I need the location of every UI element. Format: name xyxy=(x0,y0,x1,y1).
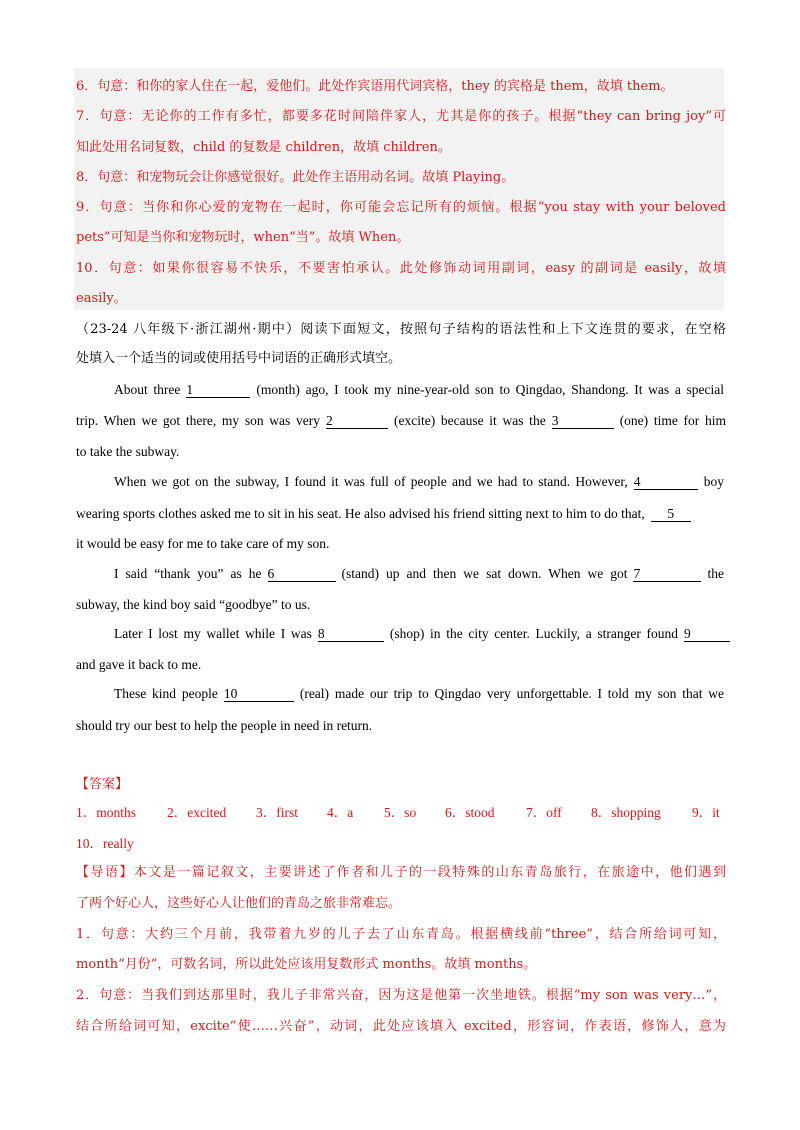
passage-line: wearing sports clothes asked me to sit in his seat. He also advised his friend sitting next to him to do that, 5 xyxy=(76,505,726,523)
question-instruction: （23-24 八年级下·浙江湖州·期中）阅读下面短文，按照句子结构的语法性和上下文连贯的要求，在空格 xyxy=(76,322,726,337)
passage-line: When we got on the subway, I found it was full of people and we had to stand. However, 4 boy xyxy=(114,474,724,489)
answer-item: 6．stood xyxy=(445,805,495,820)
question-instruction: 处填入一个适当的词或使用括号中词语的正确形式填空。 xyxy=(76,351,402,366)
blank-8[interactable]: 8 xyxy=(318,626,384,642)
answer-item: 3．first xyxy=(256,805,298,820)
passage-line: I said “thank you” as he 6 (stand) up and then we sat down. When we got 7 the xyxy=(114,566,724,581)
answer-heading: 【答案】 xyxy=(76,777,129,792)
explanation-line: 10．句意：如果你很容易不快乐，不要害怕承认。此处修饰动词用副词，easy 的副词是 easily，故填 xyxy=(76,261,726,276)
answer-list xyxy=(76,804,726,824)
passage-line: Later I lost my wallet while I was 8 (shop) in the city center. Luckily, a stranger found 9 xyxy=(114,625,736,643)
explanation-line: 7．句意：无论你的工作有多忙，都要多花时间陪伴家人，尤其是你的孩子。根据“they can bring joy”可 xyxy=(76,109,726,124)
blank-7[interactable]: 7 xyxy=(633,566,701,582)
blank-2[interactable]: 2 xyxy=(326,413,388,429)
explanation-line: 9．句意：当你和你心爱的宠物在一起时，你可能会忘记所有的烦恼。根据“you stay with your beloved xyxy=(76,200,726,215)
explanation-line: 结合所给词可知，excite“使……兴奋”，动词，此处应该填入 excited，形容词，作表语，修饰人，意为 xyxy=(76,1019,726,1034)
blank-10[interactable]: 10 xyxy=(224,686,294,702)
answer-item: 5．so xyxy=(384,805,417,820)
blank-3[interactable]: 3 xyxy=(552,413,614,429)
passage-line: These kind people 10 (real) made our trip to Qingdao very unforgettable. I told my son that we xyxy=(114,686,724,701)
blank-1[interactable]: 1 xyxy=(186,382,250,398)
explanation-line: pets”可知是当你和宠物玩时，when“当”。故填 When。 xyxy=(76,230,410,245)
answer-item: 9．it xyxy=(692,805,720,820)
explanation-line: 8．句意：和宠物玩会让你感觉很好。此处作主语用动名词。故填 Playing。 xyxy=(76,170,515,185)
blank-5[interactable]: 5 xyxy=(651,506,691,522)
passage-line: it would be easy for me to take care of my son. xyxy=(76,536,330,551)
passage-line: should try our best to help the people in need in return. xyxy=(76,718,373,733)
passage-line: subway, the kind boy said “goodbye” to us. xyxy=(76,597,311,612)
passage-line: About three 1 (month) ago, I took my nine-year-old son to Qingdao, Shandong. It was a special xyxy=(114,382,725,397)
passage-line: and gave it back to me. xyxy=(76,657,202,672)
passage-line: trip. When we got there, my son was very 2 (excite) because it was the 3 (one) time for him xyxy=(76,413,726,428)
answer-item: 1．months xyxy=(76,805,137,820)
blank-6[interactable]: 6 xyxy=(268,566,336,582)
guide-text: 了两个好心人，这些好心人让他们的青岛之旅非常难忘。 xyxy=(76,896,402,911)
explanation-line: easily。 xyxy=(76,291,127,306)
blank-9[interactable]: 9 xyxy=(684,626,730,642)
explanation-line: month“月份”，可数名词，所以此处应该用复数形式 months。故填 months。 xyxy=(76,957,537,972)
passage-line: to take the subway. xyxy=(76,444,180,459)
blank-4[interactable]: 4 xyxy=(634,474,698,490)
answer-list xyxy=(76,835,726,855)
guide-text: 【导语】本文是一篇记叙文，主要讲述了作者和儿子的一段特殊的山东青岛旅行，在旅途中，他们遇到 xyxy=(76,865,726,880)
explanation-line: 1．句意：大约三个月前，我带着九岁的儿子去了山东青岛。根据横线前“three”，结合所给词可知， xyxy=(76,927,726,942)
answer-item: 7．off xyxy=(526,805,562,820)
answer-item: 4．a xyxy=(327,805,354,820)
answer-item: 10．really xyxy=(76,836,134,851)
explanation-line: 6．句意：和你的家人住在一起，爱他们。此处作宾语用代词宾格，they 的宾格是 them，故填 them。 xyxy=(76,79,674,94)
explanation-line: 2．句意：当我们到达那里时，我儿子非常兴奋，因为这是他第一次坐地铁。根据“my son was very…”， xyxy=(76,988,726,1003)
answer-item: 2．excited xyxy=(167,805,227,820)
explanation-line: 知此处用名词复数，child 的复数是 children，故填 children。 xyxy=(76,140,451,155)
answer-item: 8．shopping xyxy=(591,805,661,820)
